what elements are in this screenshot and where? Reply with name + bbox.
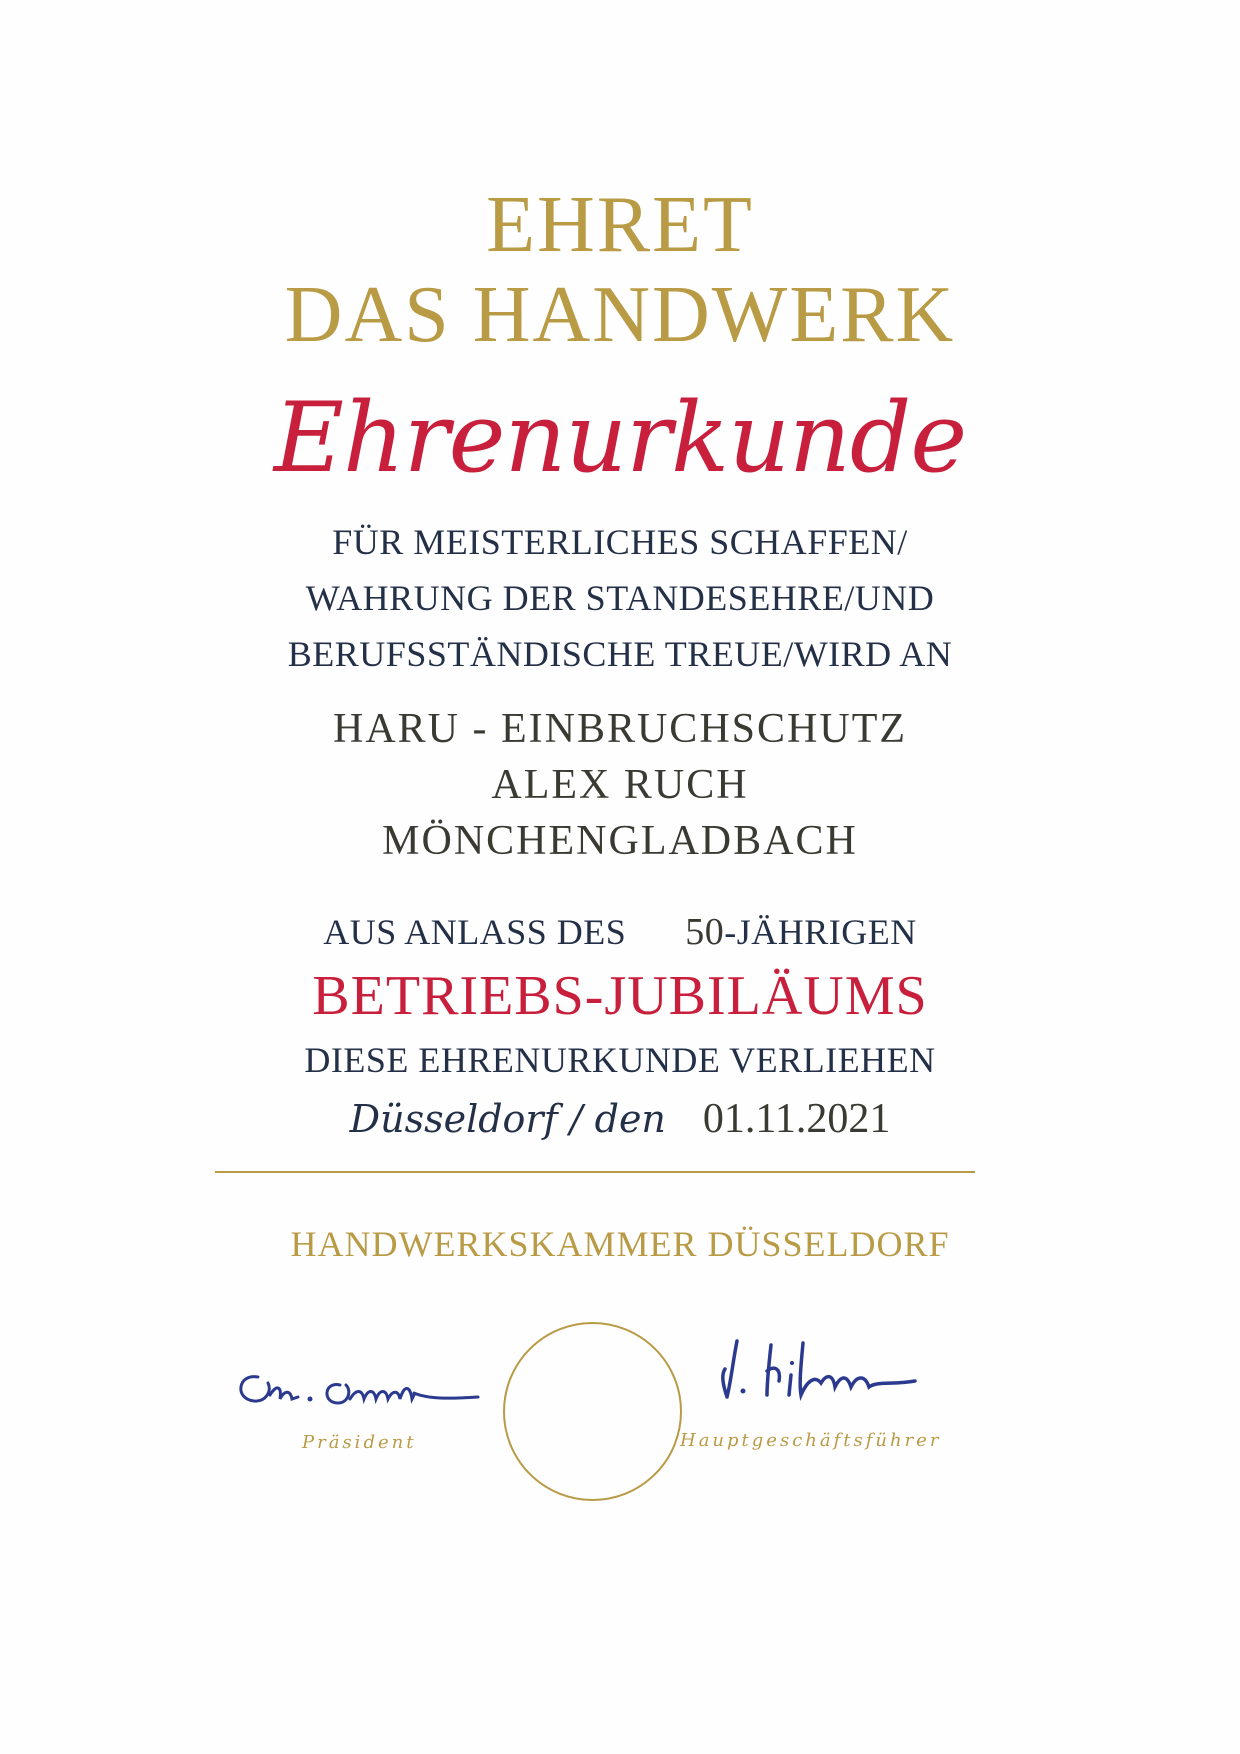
headline-line-2: DAS HANDWERK [284, 271, 956, 359]
place-text: Düsseldorf / den [349, 1097, 666, 1141]
headline-line-1: EHRET [486, 181, 754, 269]
occasion-prefix: AUS ANLASS DES [323, 912, 627, 952]
divider-rule [215, 1171, 975, 1173]
managing-director-signature [715, 1325, 925, 1405]
certificate-title: Ehrenurkunde [273, 382, 967, 494]
president-signature [228, 1355, 488, 1415]
recipient-company: HARU - EINBRUCHSCHUTZ [332, 706, 907, 752]
intro-line-1: FÜR MEISTERLICHES SCHAFFEN/ [332, 522, 908, 562]
jubilee-title: BETRIEBS-JUBILÄUMS [312, 965, 928, 1027]
award-line: DIESE EHRENURKUNDE VERLIEHEN [304, 1040, 936, 1080]
president-label: Präsident [302, 1432, 417, 1453]
occasion-suffix: -JÄHRIGEN [724, 912, 917, 952]
intro-line-3: BERUFSSTÄNDISCHE TREUE/WIRD AN [287, 634, 953, 674]
recipient-owner: ALEX RUCH [491, 762, 749, 808]
seal-circle [503, 1322, 682, 1501]
place-date-line [0, 1096, 1240, 1142]
intro-line-2: WAHRUNG DER STANDESEHRE/UND [305, 578, 935, 618]
issue-date: 01.11.2021 [702, 1096, 891, 1142]
occasion-line [0, 912, 1240, 952]
issuer-name: HANDWERKSKAMMER DÜSSELDORF [290, 1224, 950, 1264]
recipient-city: MÖNCHENGLADBACH [382, 818, 858, 864]
managing-director-label: Hauptgeschäftsführer [680, 1430, 942, 1451]
occasion-years: 50 [685, 911, 725, 953]
